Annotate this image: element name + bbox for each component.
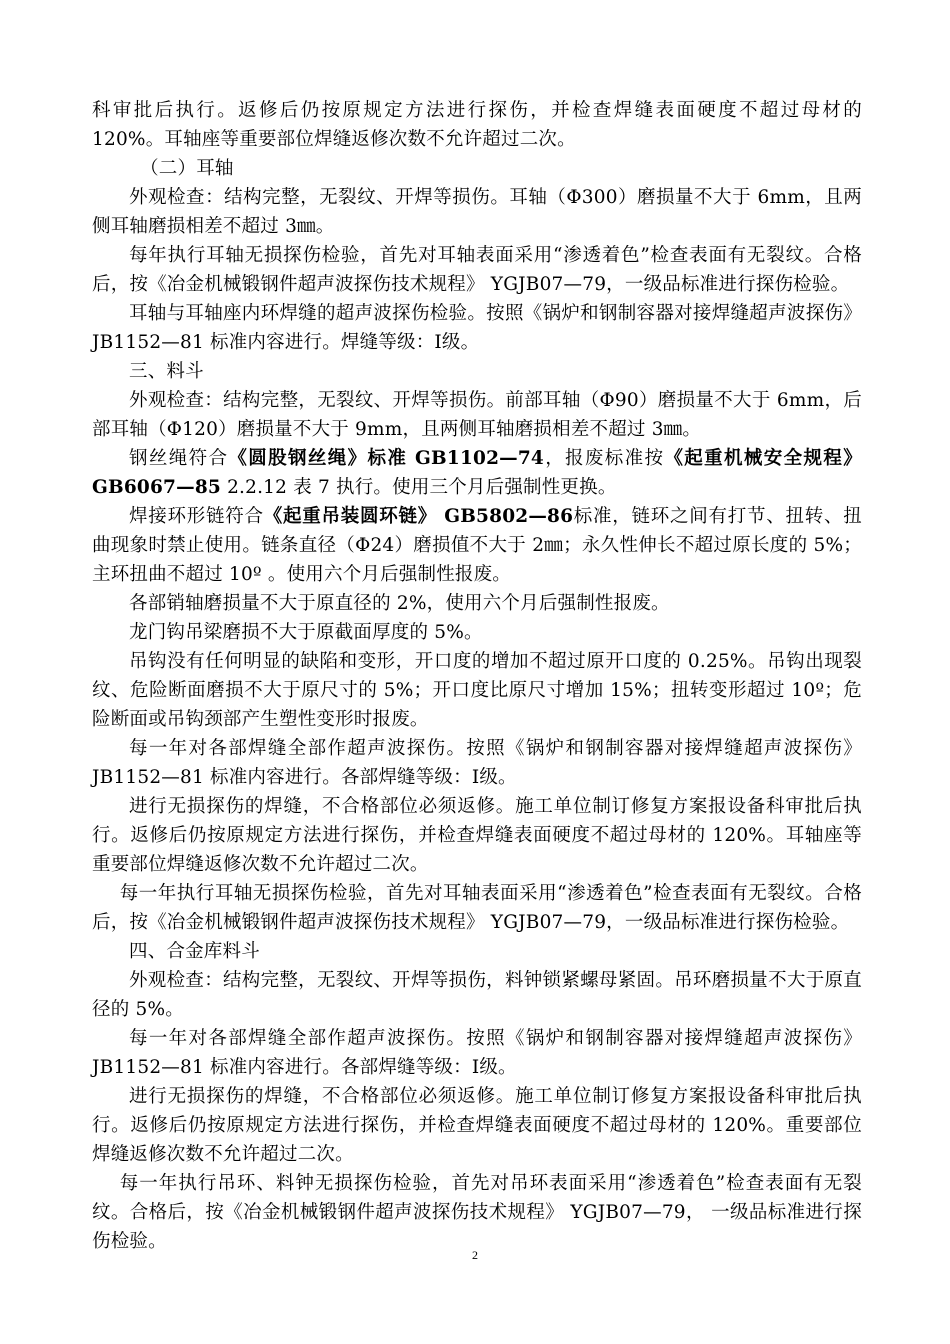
paragraph [92,444,862,502]
paragraph [92,618,862,647]
bold-text-segment: 《圆股钢丝绳》标准 GB1102—74 [228,448,545,469]
paragraph [92,1024,862,1082]
text-segment: ，报废标准按 [544,448,665,469]
text-segment: 四、合金库料斗 [129,941,260,962]
bold-text-segment: 《起重吊装圆环链》 GB5802—86 [263,506,574,527]
text-segment: 三、料斗 [129,361,204,382]
paragraph [92,937,862,966]
paragraph [92,183,862,241]
text-segment: 吊钩没有任何明显的缺陷和变形，开口度的增加不超过原开口度的 0.25%。吊钩出现裂纹、危险断面磨损不大于原尺寸的 5%；开口度比原尺寸增加 15%；扭转变形超过 10º；危险断面或吊钩颈部产生塑性变形时报废。 [92,651,862,730]
paragraph [92,357,862,386]
text-segment: 进行无损探伤的焊缝，不合格部位必须返修。施工单位制订修复方案报设备科审批后执行。返修后仍按原规定方法进行探伤，并检查焊缝表面硬度不超过母材的 120%。耳轴座等重要部位焊缝返修次数不允许超过二次。 [92,796,862,875]
bold-text-segment: 《起重机械安全规程》 GB6067—85 [92,448,862,498]
paragraph [92,96,862,154]
text-segment: 进行无损探伤的焊缝，不合格部位必须返修。施工单位制订修复方案报设备科审批后执行。返修后仍按原规定方法进行探伤，并检查焊缝表面硬度不超过母材的 120%。重要部位焊缝返修次数不允许超过二次。 [92,1086,862,1165]
paragraph [92,241,862,299]
paragraph [92,647,862,734]
text-segment: 每一年执行吊环、料钟无损探伤检验，首先对吊环表面采用“渗透着色”检查表面有无裂纹。合格后，按《冶金机械锻钢件超声波探伤技术规程》 YGJB07—79， 一级品标准进行探伤检验。 [92,1173,862,1252]
paragraph [92,299,862,357]
paragraph [92,1082,862,1169]
text-segment: 外观检查：结构完整，无裂纹、开焊等损伤。前部耳轴（Φ90）磨损量不大于 6mm，后部耳轴（Φ120）磨损量不大于 9mm，且两侧耳轴磨损相差不超过 3㎜。 [92,390,862,440]
text-segment: （二）耳轴 [140,158,234,179]
text-segment: 每一年执行耳轴无损探伤检验，首先对耳轴表面采用“渗透着色”检查表面有无裂纹。合格后，按《冶金机械锻钢件超声波探伤技术规程》 YGJB07—79，一级品标准进行探伤检验。 [92,883,862,933]
paragraph [92,966,862,1024]
text-segment: 龙门钩吊梁磨损不大于原截面厚度的 5%。 [129,622,483,643]
paragraph [92,589,862,618]
page-number: 2 [472,1248,478,1262]
paragraph [92,734,862,792]
text-segment: 每一年对各部焊缝全部作超声波探伤。按照《锅炉和钢制容器对接焊缝超声波探伤》 JB1152—81 标准内容进行。各部焊缝等级：Ⅰ级。 [92,738,862,788]
text-segment: 科审批后执行。返修后仍按原规定方法进行探伤，并检查焊缝表面硬度不超过母材的 120%。耳轴座等重要部位焊缝返修次数不允许超过二次。 [92,100,862,150]
text-segment: 每一年对各部焊缝全部作超声波探伤。按照《锅炉和钢制容器对接焊缝超声波探伤》 JB1152—81 标准内容进行。各部焊缝等级：Ⅰ级。 [92,1028,862,1078]
text-segment: 外观检查：结构完整，无裂纹、开焊等损伤。耳轴（Φ300）磨损量不大于 6mm，且两侧耳轴磨损相差不超过 3㎜。 [92,187,862,237]
paragraph [92,154,862,183]
text-segment: 2.2.12 表 7 执行。使用三个月后强制性更换。 [220,477,617,498]
text-segment: 焊接环形链符合 [129,506,264,527]
paragraph [92,1169,862,1256]
text-segment: 耳轴与耳轴座内环焊缝的超声波探伤检验。按照《锅炉和钢制容器对接焊缝超声波探伤》 JB1152—81 标准内容进行。焊缝等级：Ⅰ级。 [92,303,862,353]
text-segment: 每年执行耳轴无损探伤检验，首先对耳轴表面采用“渗透着色”检查表面有无裂纹。合格后，按《冶金机械锻钢件超声波探伤技术规程》 YGJB07—79，一级品标准进行探伤检验。 [92,245,862,295]
paragraph [92,502,862,589]
text-segment: 外观检查：结构完整，无裂纹、开焊等损伤，料钟锁紧螺母紧固。吊环磨损量不大于原直径的 5%。 [92,970,862,1020]
document-body [92,96,862,1256]
paragraph [92,792,862,879]
text-segment: 标准，链环之间有打节、扭转、扭曲现象时禁止使用。链条直径（Φ24）磨损值不大于 2㎜；永久性伸长不超过原长度的 5%；主环扭曲不超过 10º 。使用六个月后强制性报废。 [92,506,862,585]
text-segment: 各部销轴磨损量不大于原直径的 2%，使用六个月后强制性报废。 [129,593,670,614]
text-segment: 钢丝绳符合 [129,448,229,469]
paragraph [92,386,862,444]
paragraph [92,879,862,937]
